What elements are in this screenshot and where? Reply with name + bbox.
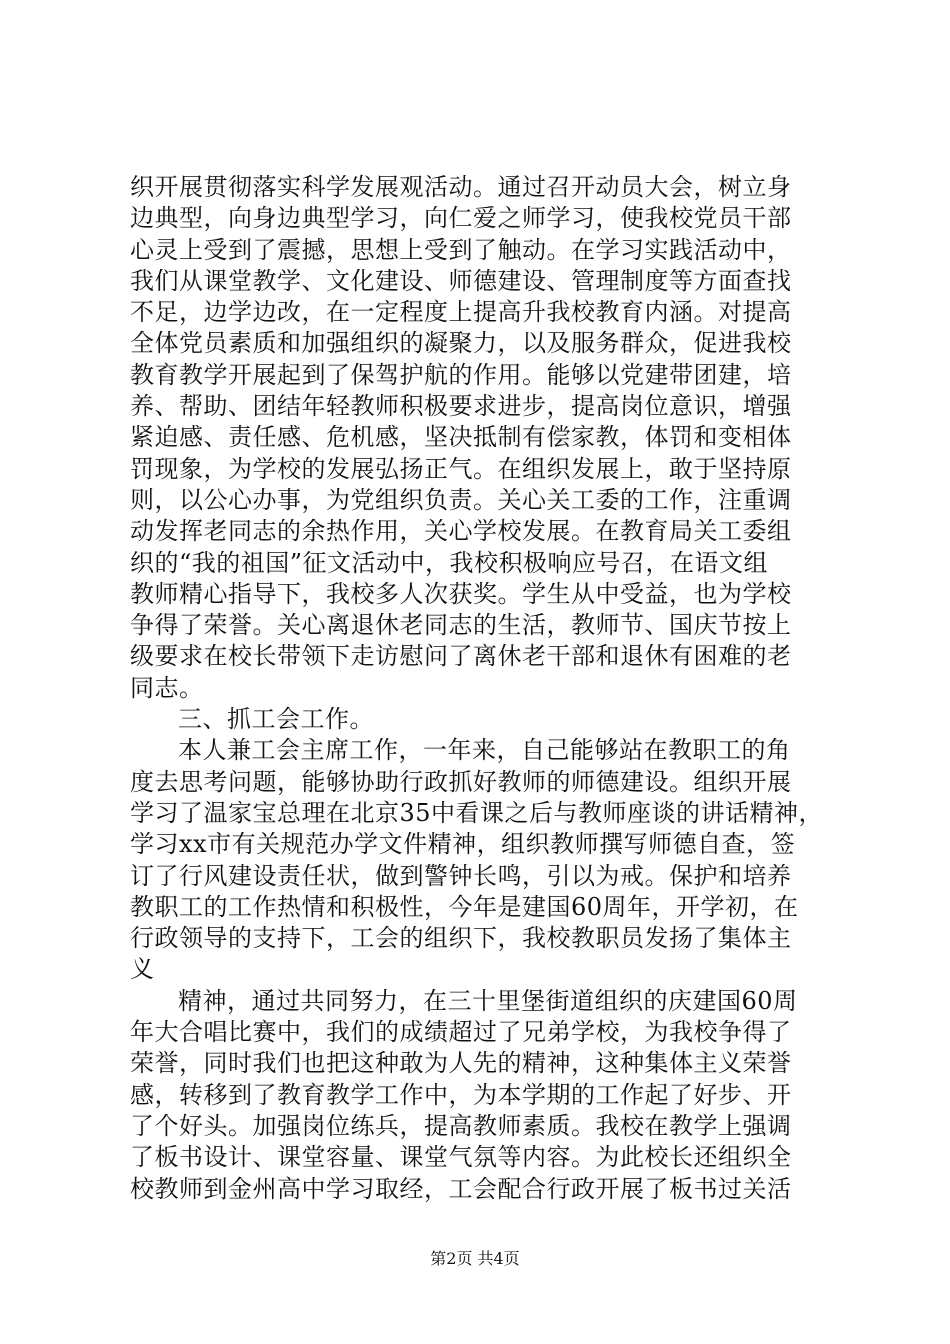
text-line: 度去思考问题，能够协助行政抓好教师的师德建设。组织开展	[130, 767, 792, 796]
text-line: 三、抓工会工作。	[178, 705, 374, 734]
text-line: 义	[130, 955, 155, 984]
text-line: 学习了温家宝总理在北京35中看课之后与教师座谈的讲话精神，	[130, 798, 824, 827]
text-line: 织的“我的祖国”征文活动中，我校积极响应号召，在语文组	[130, 548, 769, 577]
text-line: 学习xx市有关规范办学文件精神，组织教师撰写师德自查，签	[130, 830, 796, 859]
text-line: 心灵上受到了震撼，思想上受到了触动。在学习实践活动中，	[130, 235, 792, 264]
text-line: 年大合唱比赛中，我们的成绩超过了兄弟学校，为我校争得了	[130, 1018, 792, 1047]
text-line: 动发挥老同志的余热作用，关心学校发展。在教育局关工委组	[130, 517, 792, 546]
text-line: 我们从课堂教学、文化建设、师德建设、管理制度等方面查找	[130, 266, 792, 295]
text-line: 行政领导的支持下，工会的组织下，我校教职员发扬了集体主	[130, 924, 792, 953]
text-line: 紧迫感、责任感、危机感，坚决抵制有偿家教，体罚和变相体	[130, 423, 792, 452]
text-line: 同志。	[130, 673, 204, 702]
text-line: 全体党员素质和加强组织的凝聚力，以及服务群众，促进我校	[130, 329, 792, 358]
text-line: 订了行风建设责任状，做到警钟长鸣，引以为戒。保护和培养	[130, 861, 792, 890]
text-line: 不足，边学边改，在一定程度上提高升我校教育内涵。对提高	[130, 298, 792, 327]
text-line: 级要求在校长带领下走访慰问了离休老干部和退休有困难的老	[130, 642, 792, 671]
text-line: 边典型，向身边典型学习，向仁爱之师学习，使我校党员干部	[130, 204, 792, 233]
text-line: 争得了荣誉。关心离退休老同志的生活，教师节、国庆节按上	[130, 611, 792, 640]
text-line: 织开展贯彻落实科学发展观活动。通过召开动员大会，树立身	[130, 173, 792, 201]
text-line: 荣誉，同时我们也把这种敢为人先的精神，这种集体主义荣誉	[130, 1049, 792, 1078]
page-footer: 第2页 共4页	[430, 1249, 520, 1268]
document-body	[130, 172, 830, 1205]
text-line: 了板书设计、课堂容量、课堂气氛等内容。为此校长还组织全	[130, 1143, 792, 1172]
text-line: 本人兼工会主席工作，一年来，自己能够站在教职工的角	[178, 736, 791, 765]
text-line: 教育教学开展起到了保驾护航的作用。能够以党建带团建，培	[130, 360, 792, 389]
text-line: 教师精心指导下，我校多人次获奖。学生从中受益，也为学校	[130, 579, 792, 608]
text-line: 养、帮助、团结年轻教师积极要求进步，提高岗位意识，增强	[130, 392, 792, 421]
text-line: 精神，通过共同努力，在三十里堡街道组织的庆建国60周	[178, 986, 798, 1015]
text-line: 感，转移到了教育教学工作中，为本学期的工作起了好步、开	[130, 1080, 792, 1109]
text-line: 校教师到金州高中学习取经，工会配合行政开展了板书过关活	[130, 1174, 792, 1203]
text-line: 了个好头。加强岗位练兵，提高教师素质。我校在教学上强调	[130, 1111, 792, 1140]
text-line: 罚现象，为学校的发展弘扬正气。在组织发展上，敢于坚持原	[130, 454, 792, 483]
text-line: 则，以公心办事，为党组织负责。关心关工委的工作，注重调	[130, 485, 792, 514]
text-line: 教职工的工作热情和积极性，今年是建国60周年，开学初，在	[130, 892, 799, 921]
